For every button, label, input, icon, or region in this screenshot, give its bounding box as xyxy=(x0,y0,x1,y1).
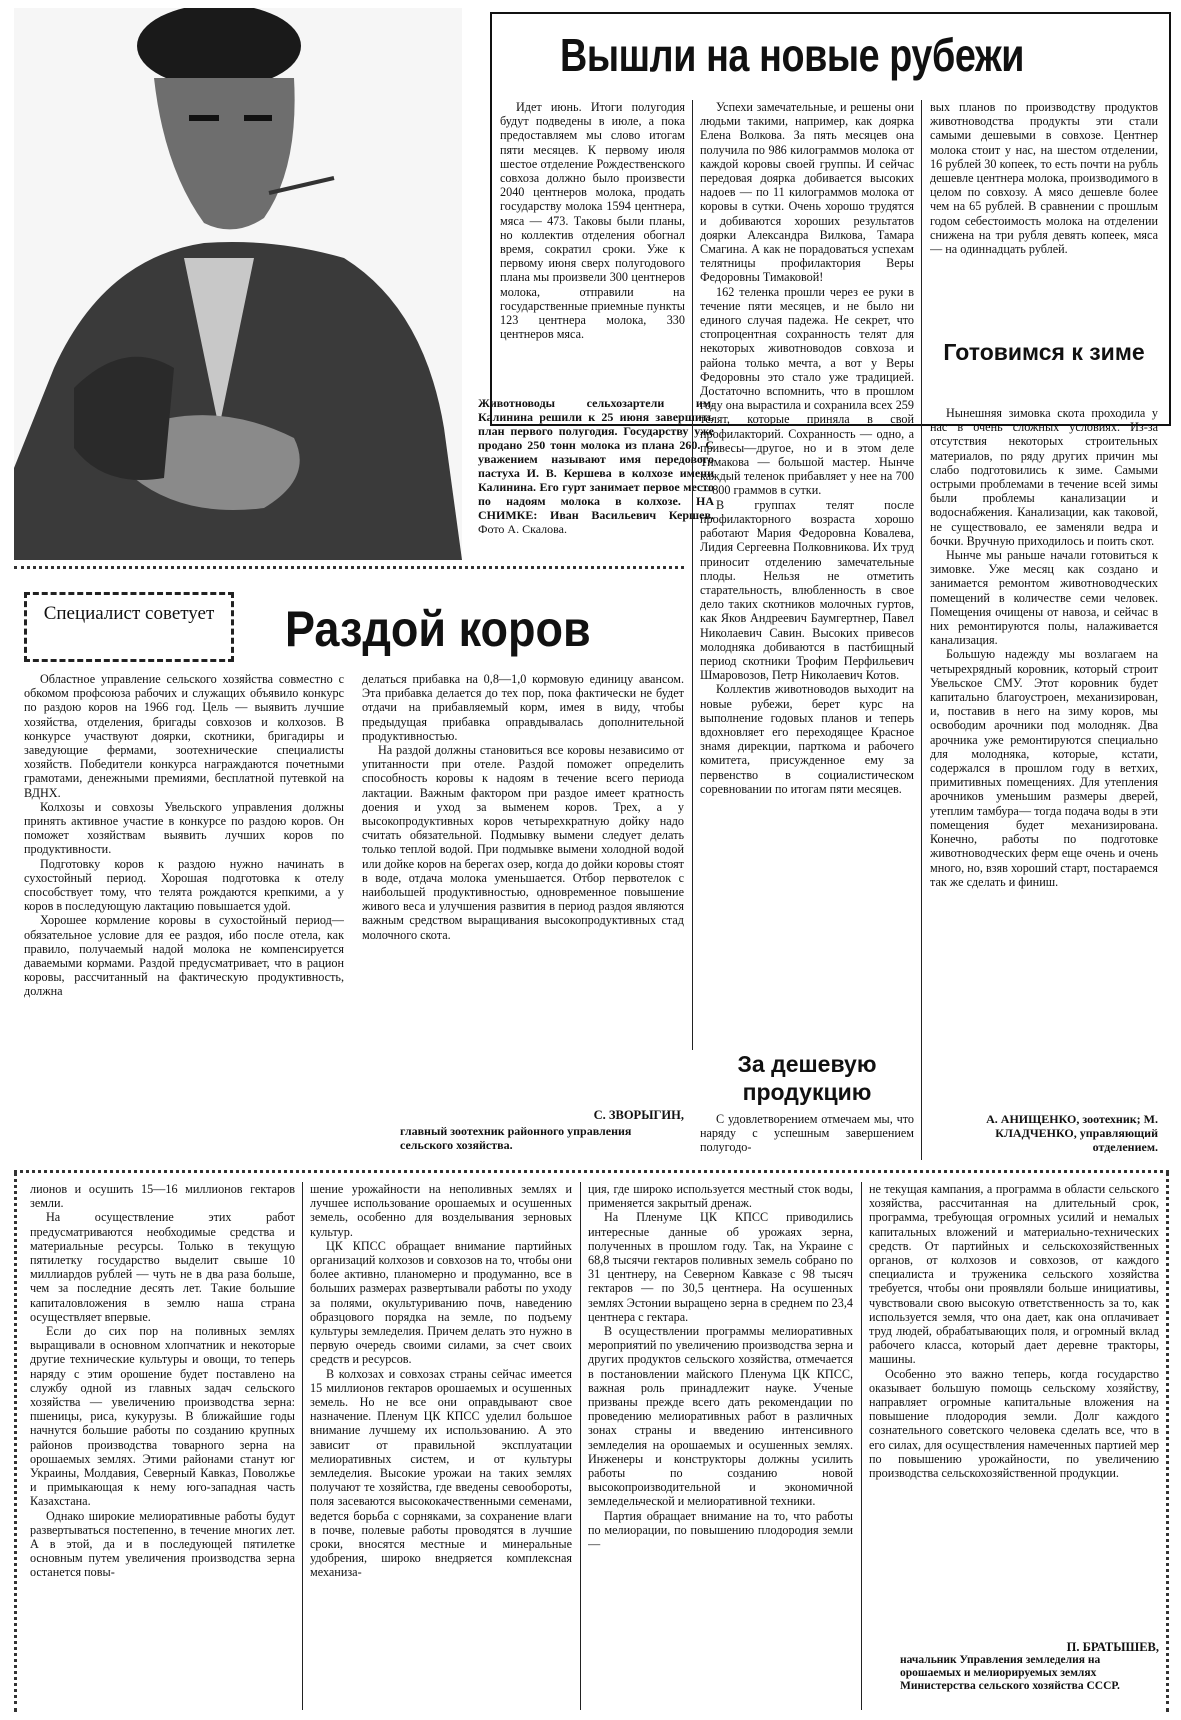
bottom-col3: ция, где широко используется местный сток воды, применяется закрытый дренаж. На Пленуме ЦК КПСС приводились интересные данные об урожаях зерна, полученных в прошлом году. Так, на Украине с 68,8 тысячи гектаров поливных земель собрано по 31 центнеру, на Северном Кавказе с 98 тысяч гектаров — по 30,5 центнера. На осушенных землях Эстонии выращено зерна в среднем по 23,4 центнера с гектара. В осуществлении программы мелиоративных мероприятий по увеличению производства зерна и других продуктов сельского хозяйства, отмечается в постановлении майского Пленума ЦК КПСС, важная роль принадлежит науке. Ученые призваны прежде всего дать рекомендации по проведению мелиоративных работ в различных зонах страны и введению интенсивного земледелия на орошаемых и осушенных землях. Инженеры и конструкторы должны усилить работы по созданию новой высокопроизводительной и экономичной земледельческой и мелиоративной техники. Партия обращает внимание на то, что работы по мелиорации, по повышению плодородия земли — xyxy=(588,1182,853,1552)
main-article-col1: Идет июнь. Итоги полугодия будут подведены в июле, а пока предоставляем мы слово итогам пяти месяцев. К первому июля шестое отделение Рождественского совхоза должно было произвести 2040 центнеров молока, продать государству молока 1594 центнера, мяса — 473. Таковы были планы, но коллектив отделения обогнал время, сократил сроки. Уже к первому июня сверх полугодового плана мы произвели 300 центнеров молока, отправили на государственные приемные пункты 123 центнера молока, 330 центнеров мяса. xyxy=(500,100,685,342)
main-article-col2: Успехи замечательные, и решены они людьми такими, например, как доярка Елена Волкова. За пять месяцев она получила по 986 килограммов молока от каждой коровы своей группы. И сейчас передовая доярка добивается высоких надоев — по 11 килограммов молока от коровы в сутки. Очень хорошо трудятся и добиваются хороших результатов доярки Александра Вилкова, Тамара Смагина. А как не порадоваться успехам телятницы профилактория Веры Федоровны Тимаковой! 162 теленка прошли через ее руки в течение пяти месяцев, и не было ни единого случая падежа. Не секрет, что стопроцентная сохранность телят для некоторых животноводов совхоза и района только мечта, а вот у Веры Федоровны это стало уже традицией. Достаточно вспомнить, что в прошлом году она вырастила и сохранила всех 259 телят, которые приняла в свой профилакторий. Сохранность — одно, а привесы—другое, но и в этом деле Тимакова — большой мастер. Нынче каждый теленок прибавляет у нее на 700—800 граммов в сутки. В группах телят после профилакторного возраста хорошо работают Мария Федоровна Ковалева, Лидия Сергеевна Полковникова. Их труд приносит отделению замечательные плоды. Нельзя не отметить старательность, влюбленность в свое дело таких скотников молочных гуртов, как Яков Андреевич Баумгертнер, Павел Николаевич Савин. Высоких привесов молодняка добиваются в пастбищный период скотники Трофим Перфильевич Шмаровозов, Петр Николаевич Котов. Коллектив животноводов выходит на новые рубежи, берет курс на выполнение годовых планов и теперь вдохновляет его переходящее Красное знамя дирекции, парткома и рабочего комитета, присужденное ему за первенство в социалистическом соревновании по итогам пяти месяцев. xyxy=(700,100,914,796)
portrait-photo xyxy=(14,8,462,560)
subheading-winter: Готовимся к зиме xyxy=(943,339,1145,365)
razdoy-col2: делаться прибавка на 0,8—1,0 кормовую единицу авансом. Эта прибавка делается до тех пор, пока фактически не будет отдачи на прибавляемый корм, имея в виду, чтобы предыдущая прибавка оправдывалась дополнительной продуктивностью. На раздой должны становиться все коровы независимо от упитанности при отеле. Раздой поможет определить способность коровы к надоям в течение всего периода лактации. Важным фактором при раздое имеет кратность доения и уход за выменем коров. Трех, а у высокопродуктивных коров четырехкратную дойку надо считать обязательной. Подмывку вымени следует делать только теплой водой. При подмывке вымени холодной водой или дойке коров на берегах озер, когда до дойки коровы стоят в воде, отдача молока уменьшается. Отбор первотелок с наибольшей продуктивностью, одновременное повышение живого веса и улучшения развития в период раздоя являются важным средством выращивания высокопродуктивных стад молочного скота. xyxy=(362,672,684,942)
main-headline: Вышли на новые рубежи xyxy=(560,29,1025,81)
bottom-col1: лионов и осушить 15—16 миллионов гектаров земли. На осуществление этих работ предусматриваются необходимые средства и материальные ресурсы. Только в текущую пятилетку государство выделит свыше 10 миллиардов рублей — чуть не в два раза больше, чем за последние десять лет. Такие большие капиталовложения в землю наша страна осуществляет впервые. Если до сих пор на поливных землях выращивали в основном хлопчатник и некоторые другие технические культуры и овощи, то теперь наряду с этим орошение будет поставлено на службу одной из главных задач сельского хозяйства — увеличению производства зерна: пшеницы, риса, кукурузы. В ближайшие годы начнутся большие работы по созданию крупных районов производства товарного зерна на орошаемых землях. Этими районами станут юг Украины, Молдавия, Северный Кавказ, Поволжье и примыкающая к нему юго-западная часть Казахстана. Однако широкие мелиоративные работы будут развертываться постепенно, в течение многих лет. А в этой, да и в последующей пятилетке основным путем увеличения производства зерна останется повы- xyxy=(30,1182,295,1580)
main-article-col3: вых планов по производству продуктов животноводства продукты эти стали самыми дешевыми в совхозе. Центнер молока стоит у нас, на шестом отделении, 16 рублей 30 копеек, то есть почти на рубль дешевле центнера молока, производимого в целом по совхозу. А мясо дешевле более чем на 65 рублей. В сравнении с прошлым годом себестоимость молока на отделении снижена на три рубля девять копеек, мяса — на одиннадцать рублей. xyxy=(930,100,1158,257)
bottom-col4: не текущая кампания, а программа в области сельского хозяйства, рассчитанная на длительный срок, программа, требующая огромных усилий и немалых капитальных вложений и материально-технических средств. От партийных и сельскохозяйственных органов, от колхозов и совхозов, от каждого специалиста и труженика сельского хозяйства требуется, чтобы они проявляли больше инициативы, чувствовали свою высокую ответственность за то, как используется земля, что она дает, как она оплачивает труд людей, обрабатывающих поля, и огромный вклад рабочего класса, который дает деревне тракторы, машины. Особенно это важно теперь, когда государство оказывает большую помощь сельскому хозяйству, направляет огромные капитальные вложения на повышение плодородия земли. Долг каждого сознательного советского человека сделать все, что в его силах, для осуществления намеченных партией мер по повышению урожайности, по увеличению производства сельскохозяйственной продукции. xyxy=(869,1182,1159,1481)
main-article-signature: А. АНИЩЕНКО, зоотехник; М. КЛАДЧЕНКО, управляющий отделением. xyxy=(986,1112,1158,1154)
razdoy-signature-name: С. ЗВОРЫГИН, xyxy=(593,1108,684,1122)
bottom-signature-name: П. БРАТЫШЕВ, xyxy=(1066,1640,1159,1654)
bottom-col2: шение урожайности на неполивных землях и лучшее использование орошаемых и осушенных земель, особенно для возделывания зерновых культур. ЦК КПСС обращает внимание партийных организаций колхозов и совхозов на то, чтобы они более активно, планомерно и продуманно, все в больших размерах развертывали работы по уходу за полями, окультуриванию почв, наведению образцового порядка на земле, по подъему культуры земледелия. Причем делать это нужно в первую очередь своими силами, за счет своих средств и ресурсов. В колхозах и совхозах страны сейчас имеется 15 миллионов гектаров орошаемых и осушенных земель. Но не все они оправдывают свое назначение. Пленум ЦК КПСС уделил большое внимание лучшему их использованию. А это зависит от правильной эксплуатации мелиоративных систем, и от культуры земледелия. Высокие урожаи на таких землях получают те хозяйства, где введены севообороты, поля засеваются высококачественными семенами, ведется борьба с сорняками, за сохранение влаги в почве, полевые работы проводятся в лучшие сроки, вносятся местные и минеральные удобрения, широко внедряется комплексная механиза- xyxy=(310,1182,572,1580)
razdoy-signature-title: главный зоотехник районного управления сельского хозяйства. xyxy=(400,1124,632,1152)
cheap-products-text: С удовлетворением отмечаем мы, что наряду с успешным завершением полугодо- xyxy=(700,1112,914,1155)
bottom-signature-title: начальник Управления земледелия на орошаемых и мелиорируемых землях Министерства сельского хозяйства СССР. xyxy=(900,1654,1120,1692)
photo-caption: Животноводы сельхозартели им. Калинина решили к 25 июня завершить план первого полугодия. Государству уже продано 250 тонн молока из плана 260. С уважением называют имя передового пастуха И. В. Кершева в колхозе имени Калинина. Его гурт занимает первое место по надоям молока в колхозе. НА СНИМКЕ: Иван Васильевич Кершев. Фото А. Скалова. xyxy=(478,396,714,536)
winter-text: Нынешняя зимовка скота проходила у нас в очень сложных условиях. Из-за отсутствия некоторых строительных материалов, по ряду других причин мы слабо подготовились к зиме. Самыми острыми проблемами в течение всей зимы были проблемы канализации и водоснабжения. Канализации, как таковой, не существовало, ее заменяли ведра и бочки. Вручную приходилось и поить скот. Нынче мы раньше начали готовиться к зимовке. Уже месяц как создано и занимается ремонтом животноводческих помещений в количестве семи человек. Помещения очищены от навоза, и сейчас в них ремонтируются полы, налаживается канализация. Большую надежду мы возлагаем на четырехрядный коровник, который строит Увельское СМУ. Этот коровник будет капитально благоустроен, механизирован, и, поставив в него на зиму коров, мы освободим арочники под молодняк. Два арочника уже ремонтируются специально для молодняка, которые, кстати, содержался в прошлом году в ветхих, примитивных помещениях. Для утепления арочников уменьшим размеры дверей, утеплим тамбура— тогда подача воды в эти помещения будет механизирована. Конечно, работы по подготовке животноводческих ферм еще очень и очень много, но, взяв хороший старт, постараемся так же сделать и финиш. xyxy=(930,406,1158,889)
razdoy-col1: Областное управление сельского хозяйства совместно с обкомом профсоюза рабочих и служащих объявило конкурс по раздою коров на 1966 год. Цель — выявить лучшие хозяйства, отделения, бригады совхозов и колхозов. В конкурсе участвуют доярки, скотники, бригадиры и заведующие фермами, зоотехнические специалисты хозяйств. Победители конкурса награждаются почетными грамотами, денежными премиями, бесплатной путевкой на ВДНХ. Колхозы и совхозы Увельского управления должны принять активное участие в конкурсе по раздою коров. Он поможет хозяйствам выявить лучших коров по продуктивности. Подготовку коров к раздою нужно начинать в сухостойный период. Хорошая подготовка к отелу способствует тому, что телята рождаются крепкими, а у коров в последующую лактацию повышается удой. Хорошее кормление коровы в сухостойный период—обязательное условие для ее раздоя, ибо после отела, как правило, получаемый надой молока не компенсируется даваемыми кормами. Раздой предусматривает, что в рацион коровы, рассчитанный на фактическую продуктивность, должна xyxy=(24,672,344,999)
subheading-cheap-products: За дешевую продукцию xyxy=(737,1051,877,1105)
razdoy-headline: Раздой коров xyxy=(285,601,591,657)
rubric-box: Специалист советует xyxy=(24,592,234,662)
